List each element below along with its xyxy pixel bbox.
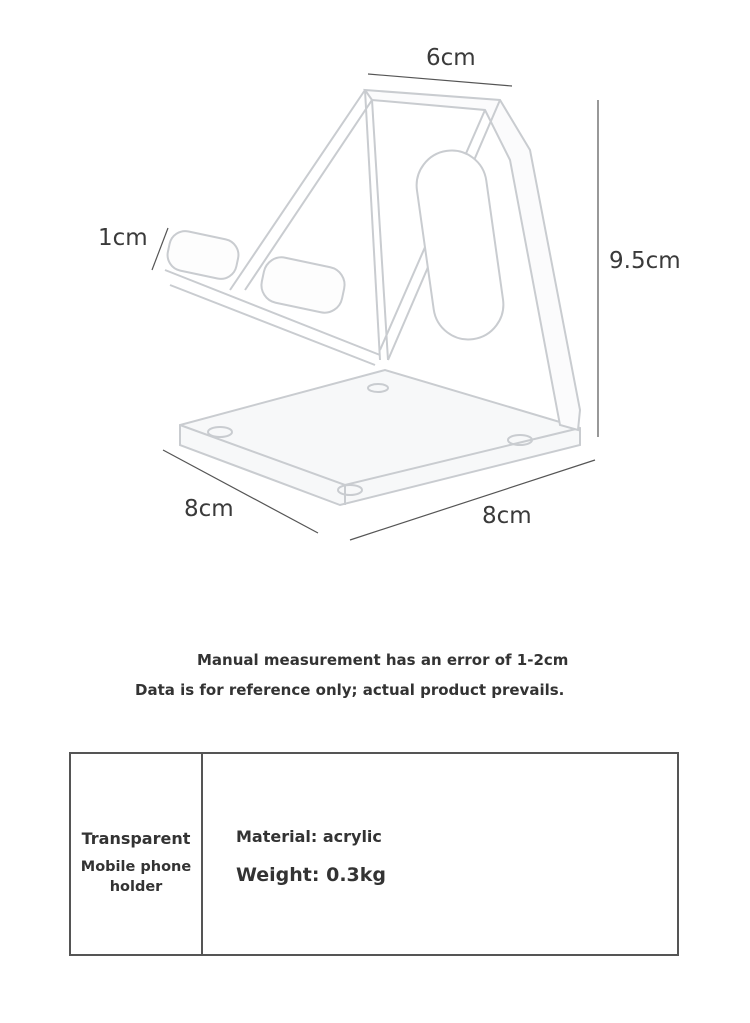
- product-name-line1: Transparent: [81, 829, 191, 848]
- product-name-cell: [71, 754, 201, 954]
- weight-text: Weight: 0.3kg: [236, 864, 386, 886]
- product-name-line2: Mobile phone holder: [80, 859, 192, 895]
- dim-height: 9.5cm: [609, 248, 681, 274]
- reference-note: Data is for reference only; actual product prevails.: [135, 681, 565, 699]
- material-text: Material: acrylic: [236, 827, 382, 846]
- dim-lip-height: 1cm: [98, 225, 148, 251]
- spec-table: [69, 752, 679, 956]
- dim-top-width: 6cm: [426, 45, 476, 71]
- dim-base-depth: 8cm: [184, 496, 234, 522]
- measurement-note: Manual measurement has an error of 1-2cm: [197, 651, 569, 669]
- product-details-cell: [203, 754, 677, 954]
- dim-base-width: 8cm: [482, 503, 532, 529]
